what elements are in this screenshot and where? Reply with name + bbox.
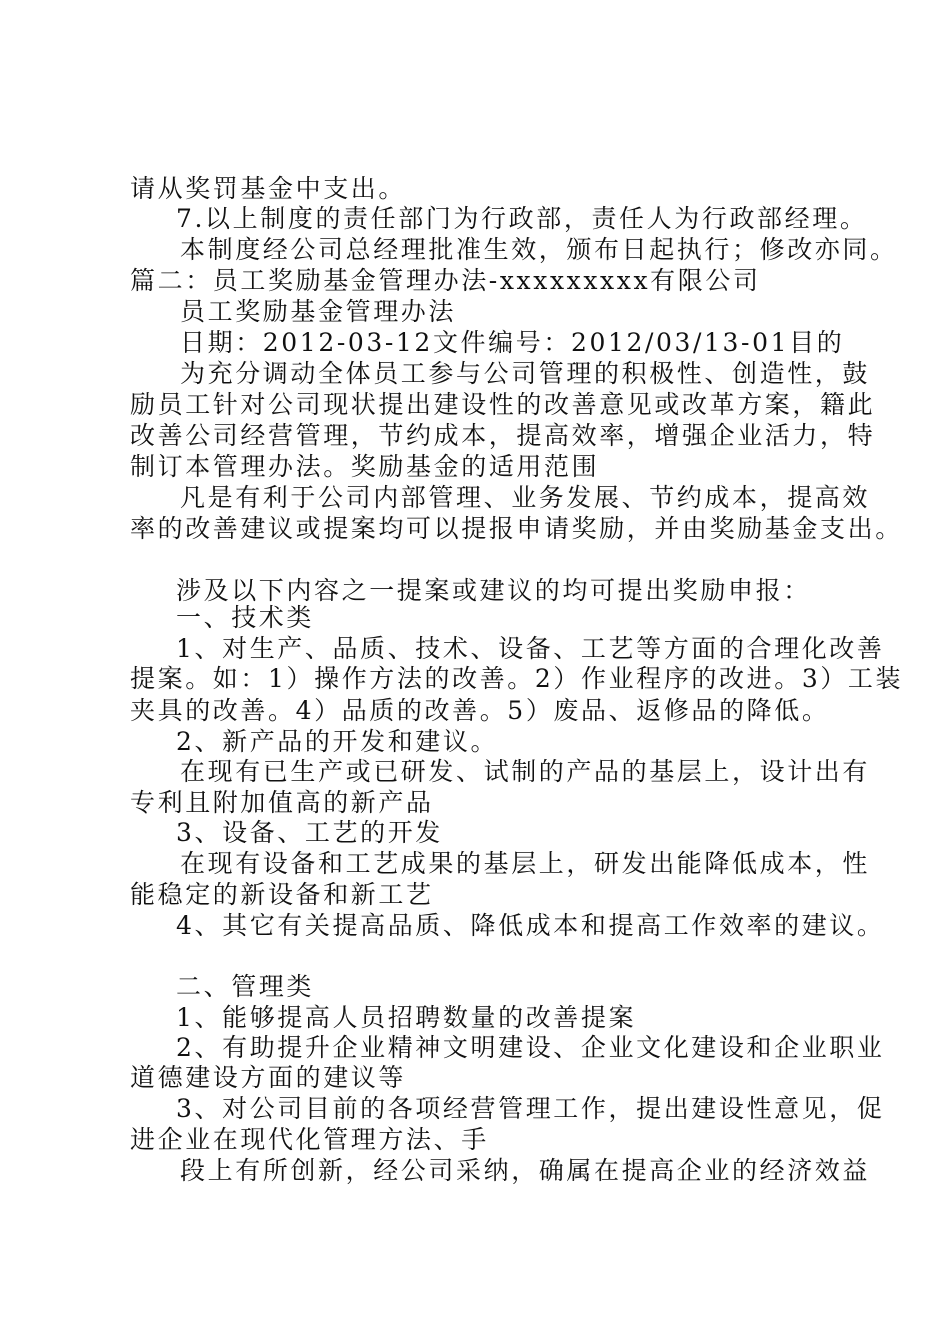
text-line: 段上有所创新，经公司采纳，确属在提高企业的经济效益 [180, 1156, 871, 1185]
text-line: 道德建设方面的建议等 [130, 1063, 407, 1092]
text-line: 凡是有利于公司内部管理、业务发展、节约成本，提高效 [180, 483, 871, 512]
text-line: 涉及以下内容之一提案或建议的均可提出奖励申报： [176, 576, 811, 605]
text-line: 能稳定的新设备和新工艺 [130, 880, 434, 909]
text-line: 3、设备、工艺的开发 [176, 818, 443, 847]
section-heading: 二、管理类 [176, 972, 315, 1001]
section-heading: 篇二：员工奖励基金管理办法-xxxxxxxxx有限公司 [130, 266, 761, 295]
text-line: 励员工针对公司现状提出建设性的改善意见或改革方案，籍此 [130, 390, 876, 419]
text-line: 7.以上制度的责任部门为行政部，责任人为行政部经理。 [176, 204, 868, 233]
text-line: 制订本管理办法。奖励基金的适用范围 [130, 452, 600, 481]
text-line: 进企业在现代化管理方法、手 [130, 1125, 489, 1154]
text-line: 为充分调动全体员工参与公司管理的积极性、创造性，鼓 [180, 359, 871, 388]
text-line: 1、对生产、品质、技术、设备、工艺等方面的合理化改善 [176, 634, 885, 663]
text-line: 在现有设备和工艺成果的基层上，研发出能降低成本，性 [180, 849, 871, 878]
text-line: 提案。如：1）操作方法的改善。2）作业程序的改进。3）工装 [130, 664, 904, 693]
text-line: 本制度经公司总经理批准生效，颁布日起执行；修改亦同。 [180, 235, 898, 264]
text-line: 专利且附加值高的新产品 [130, 788, 434, 817]
text-line: 3、对公司目前的各项经营管理工作，提出建设性意见，促 [176, 1094, 885, 1123]
text-line: 率的改善建议或提案均可以提报申请奖励，并由奖励基金支出。 [130, 514, 903, 543]
text-line: 夹具的改善。4）品质的改善。5）废品、返修品的降低。 [130, 696, 830, 725]
text-line: 2、新产品的开发和建议。 [176, 727, 499, 756]
text-line: 1、能够提高人员招聘数量的改善提案 [176, 1003, 637, 1032]
text-line: 在现有已生产或已研发、试制的产品的基层上，设计出有 [180, 757, 871, 786]
text-line: 请从奖罚基金中支出。 [130, 174, 407, 203]
text-line: 4、其它有关提高品质、降低成本和提高工作效率的建议。 [176, 911, 885, 940]
text-line: 改善公司经营管理，节约成本，提高效率，增强企业活力，特 [130, 421, 876, 450]
document-title: 员工奖励基金管理办法 [180, 297, 457, 326]
text-line: 2、有助提升企业精神文明建设、企业文化建设和企业职业 [176, 1033, 885, 1062]
section-heading: 一、技术类 [176, 603, 315, 632]
date-and-file-number: 日期：2012-03-12文件编号：2012/03/13-01目的 [180, 328, 845, 357]
